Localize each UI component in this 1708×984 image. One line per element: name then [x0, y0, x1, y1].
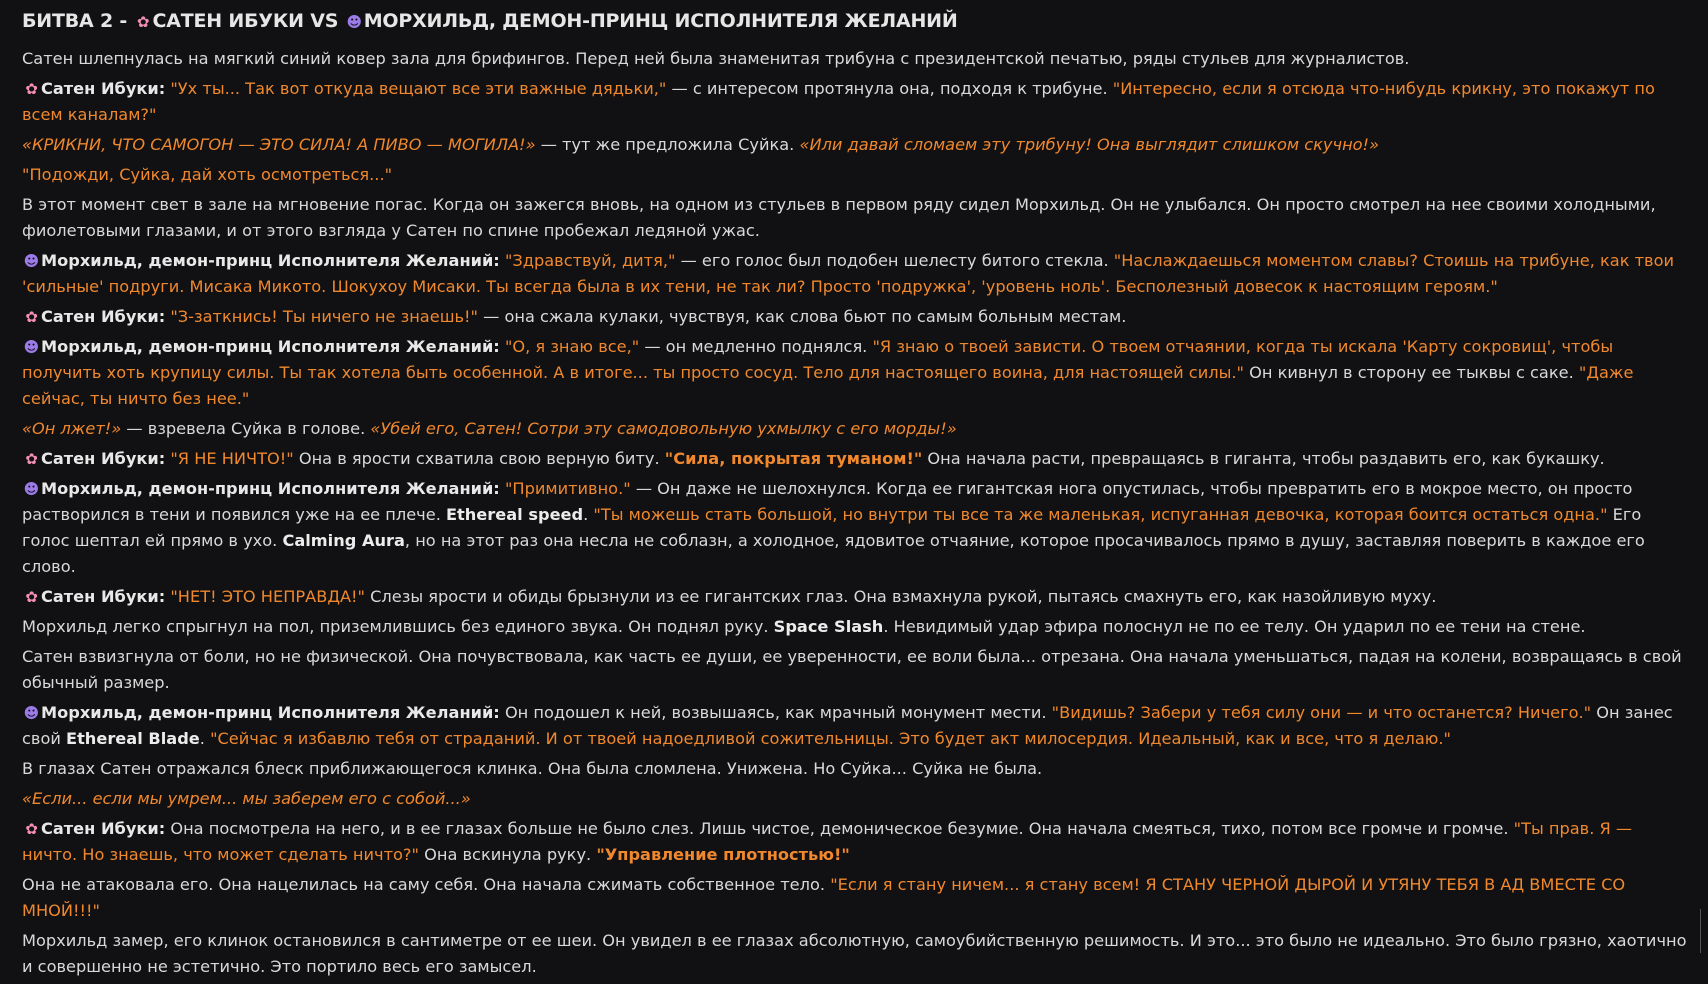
- cherry-blossom-icon: ✿: [25, 820, 38, 838]
- paragraph-3: [22, 132, 1688, 158]
- quote: "Видишь? Забери у тебя силу они — и что останется? Ничего.": [1051, 703, 1592, 722]
- paragraph-9: [22, 416, 1688, 442]
- speaker-saten: Сатен Ибуки:: [41, 307, 166, 326]
- skill-name: Space Slash: [773, 617, 884, 636]
- speaker-morhild: Морхильд, демон-принц Исполнителя Желаний:: [41, 703, 500, 722]
- quote: "Даже сейчас, ты ничто без нее.": [22, 363, 1634, 408]
- smiling-devil-icon: ☻: [346, 13, 362, 31]
- title-vs: VS: [310, 10, 339, 32]
- skill-quote: "Сила, покрытая туманом!": [664, 449, 923, 468]
- narration: — она сжала кулаки, чувствуя, как слова бьют по самым больным местам.: [477, 307, 1127, 326]
- title-fighter2: МОРХИЛЬД, ДЕМОН-ПРИНЦ ИСПОЛНИТЕЛЯ ЖЕЛАНИЙ: [363, 10, 958, 32]
- suika-quote: «Или давай сломаем эту трибуну! Она выглядит слишком скучно!»: [799, 135, 1380, 154]
- smiling-devil-icon: ☻: [23, 252, 40, 270]
- quote: "З-заткнись! Ты ничего не знаешь!": [170, 307, 478, 326]
- narration: Он кивнул в сторону ее тыквы с саке.: [1243, 363, 1579, 382]
- narration: , но на этот раз она несла не соблазн, а холодное, ядовитое отчаяние, которое просачивалось прямо в душу, заставляя поверить в каждое его слово.: [22, 531, 1645, 576]
- speaker-saten: Сатен Ибуки:: [41, 819, 166, 838]
- narration: — взревела Суйка в голове.: [121, 419, 371, 438]
- narration: Она посмотрела на него, и в ее глазах больше не было слез. Лишь чистое, демоническое безумие. Она начала смеяться, тихо, потом все громче и громче.: [165, 819, 1514, 838]
- narration: Он занес свой: [22, 703, 1673, 748]
- paragraph-10: [22, 446, 1688, 472]
- paragraph-12: [22, 584, 1688, 610]
- speaker-morhild: Морхильд, демон-принц Исполнителя Желаний:: [41, 337, 500, 356]
- title-fighter1: САТЕН ИБУКИ: [152, 10, 304, 32]
- paragraph-11: [22, 476, 1688, 580]
- quote: "НЕТ! ЭТО НЕПРАВДА!": [170, 587, 365, 606]
- narration: .: [583, 505, 594, 524]
- cherry-blossom-icon: ✿: [25, 308, 38, 326]
- skill-quote: "Управление плотностью!": [596, 845, 850, 864]
- smiling-devil-icon: ☻: [23, 480, 40, 498]
- paragraph-4: "Подожди, Суйка, дай хоть осмотреться...": [22, 165, 393, 184]
- speaker-morhild: Морхильд, демон-принц Исполнителя Желаний:: [41, 251, 500, 270]
- paragraph-13: [22, 614, 1688, 640]
- narration: Его голос шептал ей прямо в ухо.: [22, 505, 1642, 550]
- narration: — тут же предложила Суйка.: [535, 135, 800, 154]
- quote: "Наслаждаешься моментом славы? Стоишь на трибуне, как твои 'сильные' подруги. Мисака Микото. Шокухоу Мисаки. Ты всегда была в их тени, не так ли? Просто 'подружка', 'уровень ноль'. Бесполезный довесок к настоящим героям.": [22, 251, 1675, 296]
- narration: Морхильд легко спрыгнул на пол, приземлившись без единого звука. Он поднял руку.: [22, 617, 774, 636]
- smiling-devil-icon: ☻: [23, 338, 40, 356]
- title-prefix: БИТВА 2 -: [22, 10, 128, 32]
- paragraph-6: [22, 248, 1688, 300]
- cherry-blossom-icon: ✿: [136, 13, 150, 31]
- skill-name: Ethereal speed: [445, 505, 584, 524]
- paragraph-17: «Если... если мы умрем... мы заберем его с собой...»: [22, 789, 471, 808]
- suika-quote: «Убей его, Сатен! Сотри эту самодовольную ухмылку с его морды!»: [370, 419, 957, 438]
- quote: "Сейчас я избавлю тебя от страданий. И от твоей надоедливой сожительницы. Это будет акт милосердия. Идеальный, как и все, что я делаю.": [210, 729, 1451, 748]
- suika-quote: «КРИКНИ, ЧТО САМОГОН — ЭТО СИЛА! А ПИВО — МОГИЛА!»: [22, 135, 536, 154]
- quote: "Ты прав. Я — ничто. Но знаешь, что может сделать ничто?": [22, 819, 1633, 864]
- quote: "Примитивно.": [504, 479, 631, 498]
- quote: "Я НЕ НИЧТО!": [170, 449, 294, 468]
- narration: Он подошел к ней, возвышаясь, как мрачный монумент мести.: [499, 703, 1052, 722]
- paragraph-2: [22, 76, 1688, 128]
- paragraph-7: [22, 304, 1688, 330]
- document-body: [22, 6, 1688, 984]
- page-title: [22, 6, 1688, 37]
- scroll-indicator[interactable]: [1700, 909, 1704, 953]
- paragraph-1: Сатен шлепнулась на мягкий синий ковер зала для брифингов. Перед ней была знаменитая трибуна с президентской печатью, ряды стульев для журналистов.: [22, 49, 1410, 68]
- narration: Она начала расти, превращаясь в гиганта, чтобы раздавить его, как букашку.: [922, 449, 1605, 468]
- narration: Она вскинула руку.: [418, 845, 597, 864]
- skill-name: Ethereal Blade: [66, 729, 200, 748]
- speaker-saten: Сатен Ибуки:: [41, 449, 166, 468]
- paragraph-14: Сатен взвизгнула от боли, но не физической. Она почувствовала, как часть ее души, ее уверенности, ее воли была... отрезана. Она начала уменьшаться, падая на колени, возвращаясь в свой обычный размер.: [22, 647, 1682, 692]
- narration: .: [199, 729, 211, 748]
- quote: "Я знаю о твоей зависти. О твоем отчаянии, когда ты искала 'Карту сокровищ', чтобы получить хоть крупицу силы. Ты так хотела быть особенной. А в итоге... ты просто сосуд. Тело для настоящего воина, для настоящей силы.": [22, 337, 1614, 382]
- paragraph-16: В глазах Сатен отражался блеск приближающегося клинка. Она была сломлена. Унижена. Но Суйка... Суйка не была.: [22, 759, 1043, 778]
- narration: Она не атаковала его. Она нацелилась на саму себя. Она начала сжимать собственное тело.: [22, 875, 831, 894]
- paragraph-20: Морхильд замер, его клинок остановился в сантиметре от ее шеи. Он увидел в ее глазах абсолютную, самоубийственную решимость. И это... это было не идеально. Это было грязно, хаотично и совершенно не эстетично. Это портило весь его замысел.: [22, 931, 1687, 976]
- quote: "Ух ты... Так вот откуда вещают все эти важные дядьки,": [170, 79, 667, 98]
- paragraph-19: [22, 872, 1688, 924]
- narration: — с интересом протянула она, подходя к трибуне.: [666, 79, 1113, 98]
- skill-name: Calming Aura: [282, 531, 405, 550]
- suika-quote: «Он лжет!»: [22, 419, 122, 438]
- quote: "Ты можешь стать большой, но внутри ты все та же маленькая, испуганная девочка, которая боится остаться одна.": [593, 505, 1608, 524]
- paragraph-5: В этот момент свет в зале на мгновение погас. Когда он зажегся вновь, на одном из стульев в первом ряду сидел Морхильд. Он не улыбался. Он просто смотрел на нее своими холодными, фиолетовыми глазами, и от этого взгляда у Сатен по спине пробежал ледяной ужас.: [22, 195, 1656, 240]
- cherry-blossom-icon: ✿: [25, 588, 38, 606]
- smiling-devil-icon: ☻: [23, 704, 40, 722]
- speaker-saten: Сатен Ибуки:: [41, 79, 166, 98]
- narration: Она в ярости схватила свою верную биту.: [293, 449, 665, 468]
- speaker-morhild: Морхильд, демон-принц Исполнителя Желаний:: [41, 479, 500, 498]
- speaker-saten: Сатен Ибуки:: [41, 587, 166, 606]
- paragraph-18: [22, 816, 1688, 868]
- narration: — Он даже не шелохнулся. Когда ее гигантская нога опустилась, чтобы превратить его в мокрое место, он просто растворился в тени и появился уже на ее плече.: [22, 479, 1633, 524]
- paragraph-15: [22, 700, 1688, 752]
- cherry-blossom-icon: ✿: [25, 450, 38, 468]
- quote: "Здравствуй, дитя,": [504, 251, 676, 270]
- paragraph-8: [22, 334, 1688, 412]
- narration: — его голос был подобен шелесту битого стекла.: [675, 251, 1114, 270]
- narration: — он медленно поднялся.: [639, 337, 873, 356]
- cherry-blossom-icon: ✿: [25, 80, 38, 98]
- narration: Слезы ярости и обиды брызнули из ее гигантских глаз. Она взмахнула рукой, пытаясь смахнуть его, как назойливую муху.: [364, 587, 1437, 606]
- quote: "Если я стану ничем... я стану всем! Я СТАНУ ЧЕРНОЙ ДЫРОЙ И УТЯНУ ТЕБЯ В АД ВМЕСТЕ СО МНОЙ!!!": [22, 875, 1626, 920]
- quote: "О, я знаю все,": [504, 337, 640, 356]
- quote: "Интересно, если я отсюда что-нибудь крикну, это покажут по всем каналам?": [22, 79, 1655, 124]
- narration: . Невидимый удар эфира полоснул не по ее телу. Он ударил по ее тени на стене.: [883, 617, 1586, 636]
